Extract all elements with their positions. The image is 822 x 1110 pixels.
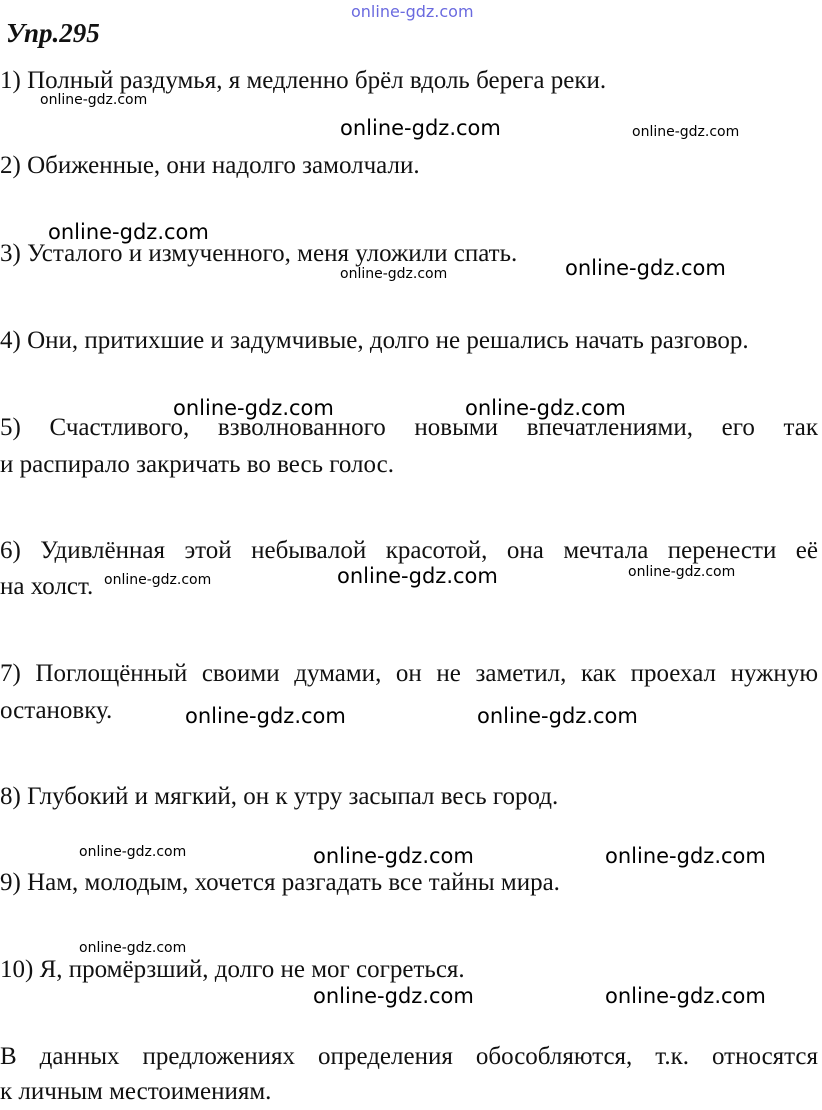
sentence-6-line-1: 6) Удивлённая этой небывалой красотой, она мечтала перенести её <box>0 537 818 564</box>
watermark: online-gdz.com <box>477 704 638 728</box>
watermark: online-gdz.com <box>605 984 766 1008</box>
watermark: online-gdz.com <box>40 92 148 108</box>
conclusion-line-2: к личным местоимениям. <box>0 1078 272 1105</box>
sentence-1: 1) Полный раздумья, я медленно брёл вдоль берега реки. <box>0 67 607 94</box>
site-header-watermark: online-gdz.com <box>351 2 474 21</box>
sentence-5-line-1: 5) Счастливого, взволнованного новыми впечатлениями, его так <box>0 414 818 441</box>
exercise-title: Упр.295 <box>6 18 100 48</box>
watermark: online-gdz.com <box>313 844 474 868</box>
sentence-4: 4) Они, притихшие и задумчивые, долго не решались начать разговор. <box>0 327 749 354</box>
sentence-5-line-2: и распирало закричать во весь голос. <box>0 451 394 478</box>
watermark: online-gdz.com <box>79 940 187 956</box>
watermark: online-gdz.com <box>185 704 346 728</box>
watermark: online-gdz.com <box>104 572 212 588</box>
watermark: online-gdz.com <box>632 124 740 140</box>
sentence-2: 2) Обиженные, они надолго замолчали. <box>0 152 420 179</box>
sentence-10: 10) Я, промёрзший, долго не мог согреться. <box>0 956 465 983</box>
conclusion-line-1: В данных предложениях определения обособляются, т.к. относятся <box>0 1043 818 1070</box>
watermark: online-gdz.com <box>605 844 766 868</box>
sentence-9: 9) Нам, молодым, хочется разгадать все тайны мира. <box>0 869 560 896</box>
sentence-3: 3) Усталого и измученного, меня уложили спать. <box>0 240 518 267</box>
sentence-8: 8) Глубокий и мягкий, он к утру засыпал весь город. <box>0 783 559 810</box>
watermark: online-gdz.com <box>313 984 474 1008</box>
watermark: online-gdz.com <box>337 564 498 588</box>
watermark: online-gdz.com <box>79 844 187 860</box>
watermark: online-gdz.com <box>173 396 334 420</box>
watermark: online-gdz.com <box>48 220 209 244</box>
watermark: online-gdz.com <box>340 266 448 282</box>
sentence-7-line-2: остановку. <box>0 697 113 724</box>
watermark: online-gdz.com <box>565 256 726 280</box>
watermark: online-gdz.com <box>465 396 626 420</box>
watermark: online-gdz.com <box>628 564 736 580</box>
sentence-6-line-2: на холст. <box>0 573 94 600</box>
sentence-7-line-1: 7) Поглощённый своими думами, он не заметил, как проехал нужную <box>0 660 818 687</box>
watermark: online-gdz.com <box>340 116 501 140</box>
